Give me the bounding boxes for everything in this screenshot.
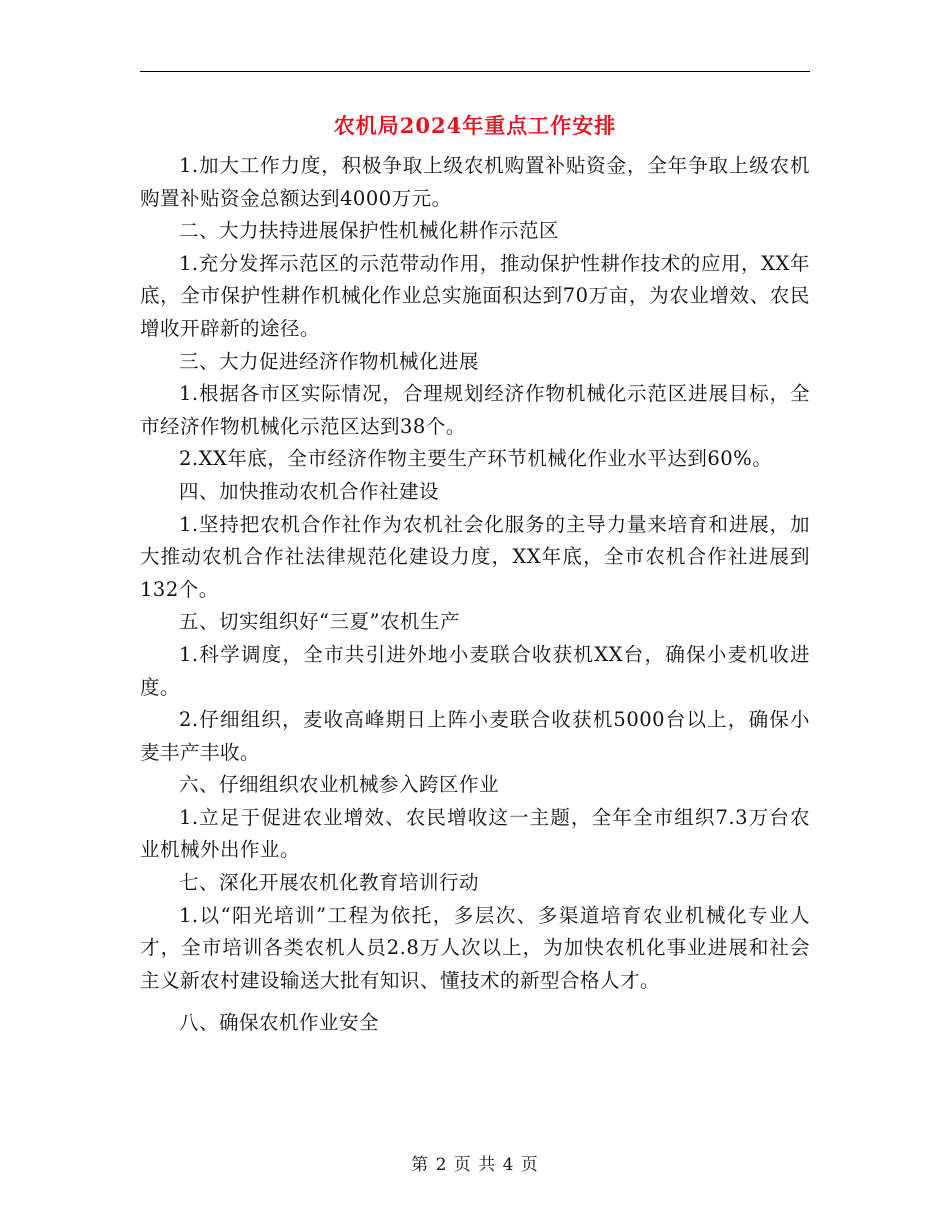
page-number-footer: 第 2 页 共 4 页: [411, 1155, 539, 1175]
section-heading-7: 七、深化开展农机化教育培训行动: [179, 871, 480, 895]
header-rule: [140, 71, 810, 72]
section-heading-3: 三、大力促进经济作物机械化进展: [179, 349, 480, 373]
paragraph-item-5-2: 2.仔细组织，麦收高峰期日上阵小麦联合收获机5000台以上，确保小麦丰产丰收。: [140, 708, 810, 764]
paragraph-item-6-1: 1.立足于促进农业增效、农民增收这一主题，全年全市组织7.3万台农业机械外出作业。: [140, 805, 810, 862]
paragraph-item-3-1: 1.根据各市区实际情况，合理规划经济作物机械化示范区进展目标，全市经济作物机械化示范区达到38个。: [140, 382, 810, 438]
section-heading-8: 八、确保农机作业安全: [179, 1011, 380, 1035]
paragraph-item-5-1: 1.科学调度，全市共引进外地小麦联合收获机XX台，确保小麦机收进度。: [140, 642, 810, 699]
paragraph-item-7-1: 1.以“阳光培训”工程为依托，多层次、多渠道培育农业机械化专业人才，全市培训各类农机人员2.8万人次以上，为加快农机化事业进展和社会主义新农村建设输送大批有知识、懂技术的新型合格人才。: [140, 903, 810, 992]
paragraph-item-3-2: 2.XX年底，全市经济作物主要生产环节机械化作业水平达到60%。: [179, 447, 773, 471]
section-heading-6: 六、仔细组织农业机械参入跨区作业: [179, 773, 500, 797]
section-heading-2: 二、大力扶持进展保护性机械化耕作示范区: [179, 219, 560, 243]
section-heading-5: 五、切实组织好“三夏”农机生产: [179, 610, 460, 634]
paragraph-item-2-1: 1.充分发挥示范区的示范带动作用，推动保护性耕作技术的应用，XX年底，全市保护性耕作机械化作业总实施面积达到70万亩，为农业增效、农民增收开辟新的途径。: [140, 251, 810, 340]
section-heading-4: 四、加快推动农机合作社建设: [179, 479, 440, 503]
paragraph-item-4-1: 1.坚持把农机合作社作为农机社会化服务的主导力量来培育和进展，加大推动农机合作社法律规范化建设力度，XX年底，全市农机合作社进展到132个。: [140, 512, 810, 601]
document-body: [140, 150, 810, 1040]
paragraph-item-1-1: 1.加大工作力度，积极争取上级农机购置补贴资金，全年争取上级农机购置补贴资金总额达到4000万元。: [140, 154, 810, 210]
document-title: 农机局2024年重点工作安排: [333, 113, 617, 138]
